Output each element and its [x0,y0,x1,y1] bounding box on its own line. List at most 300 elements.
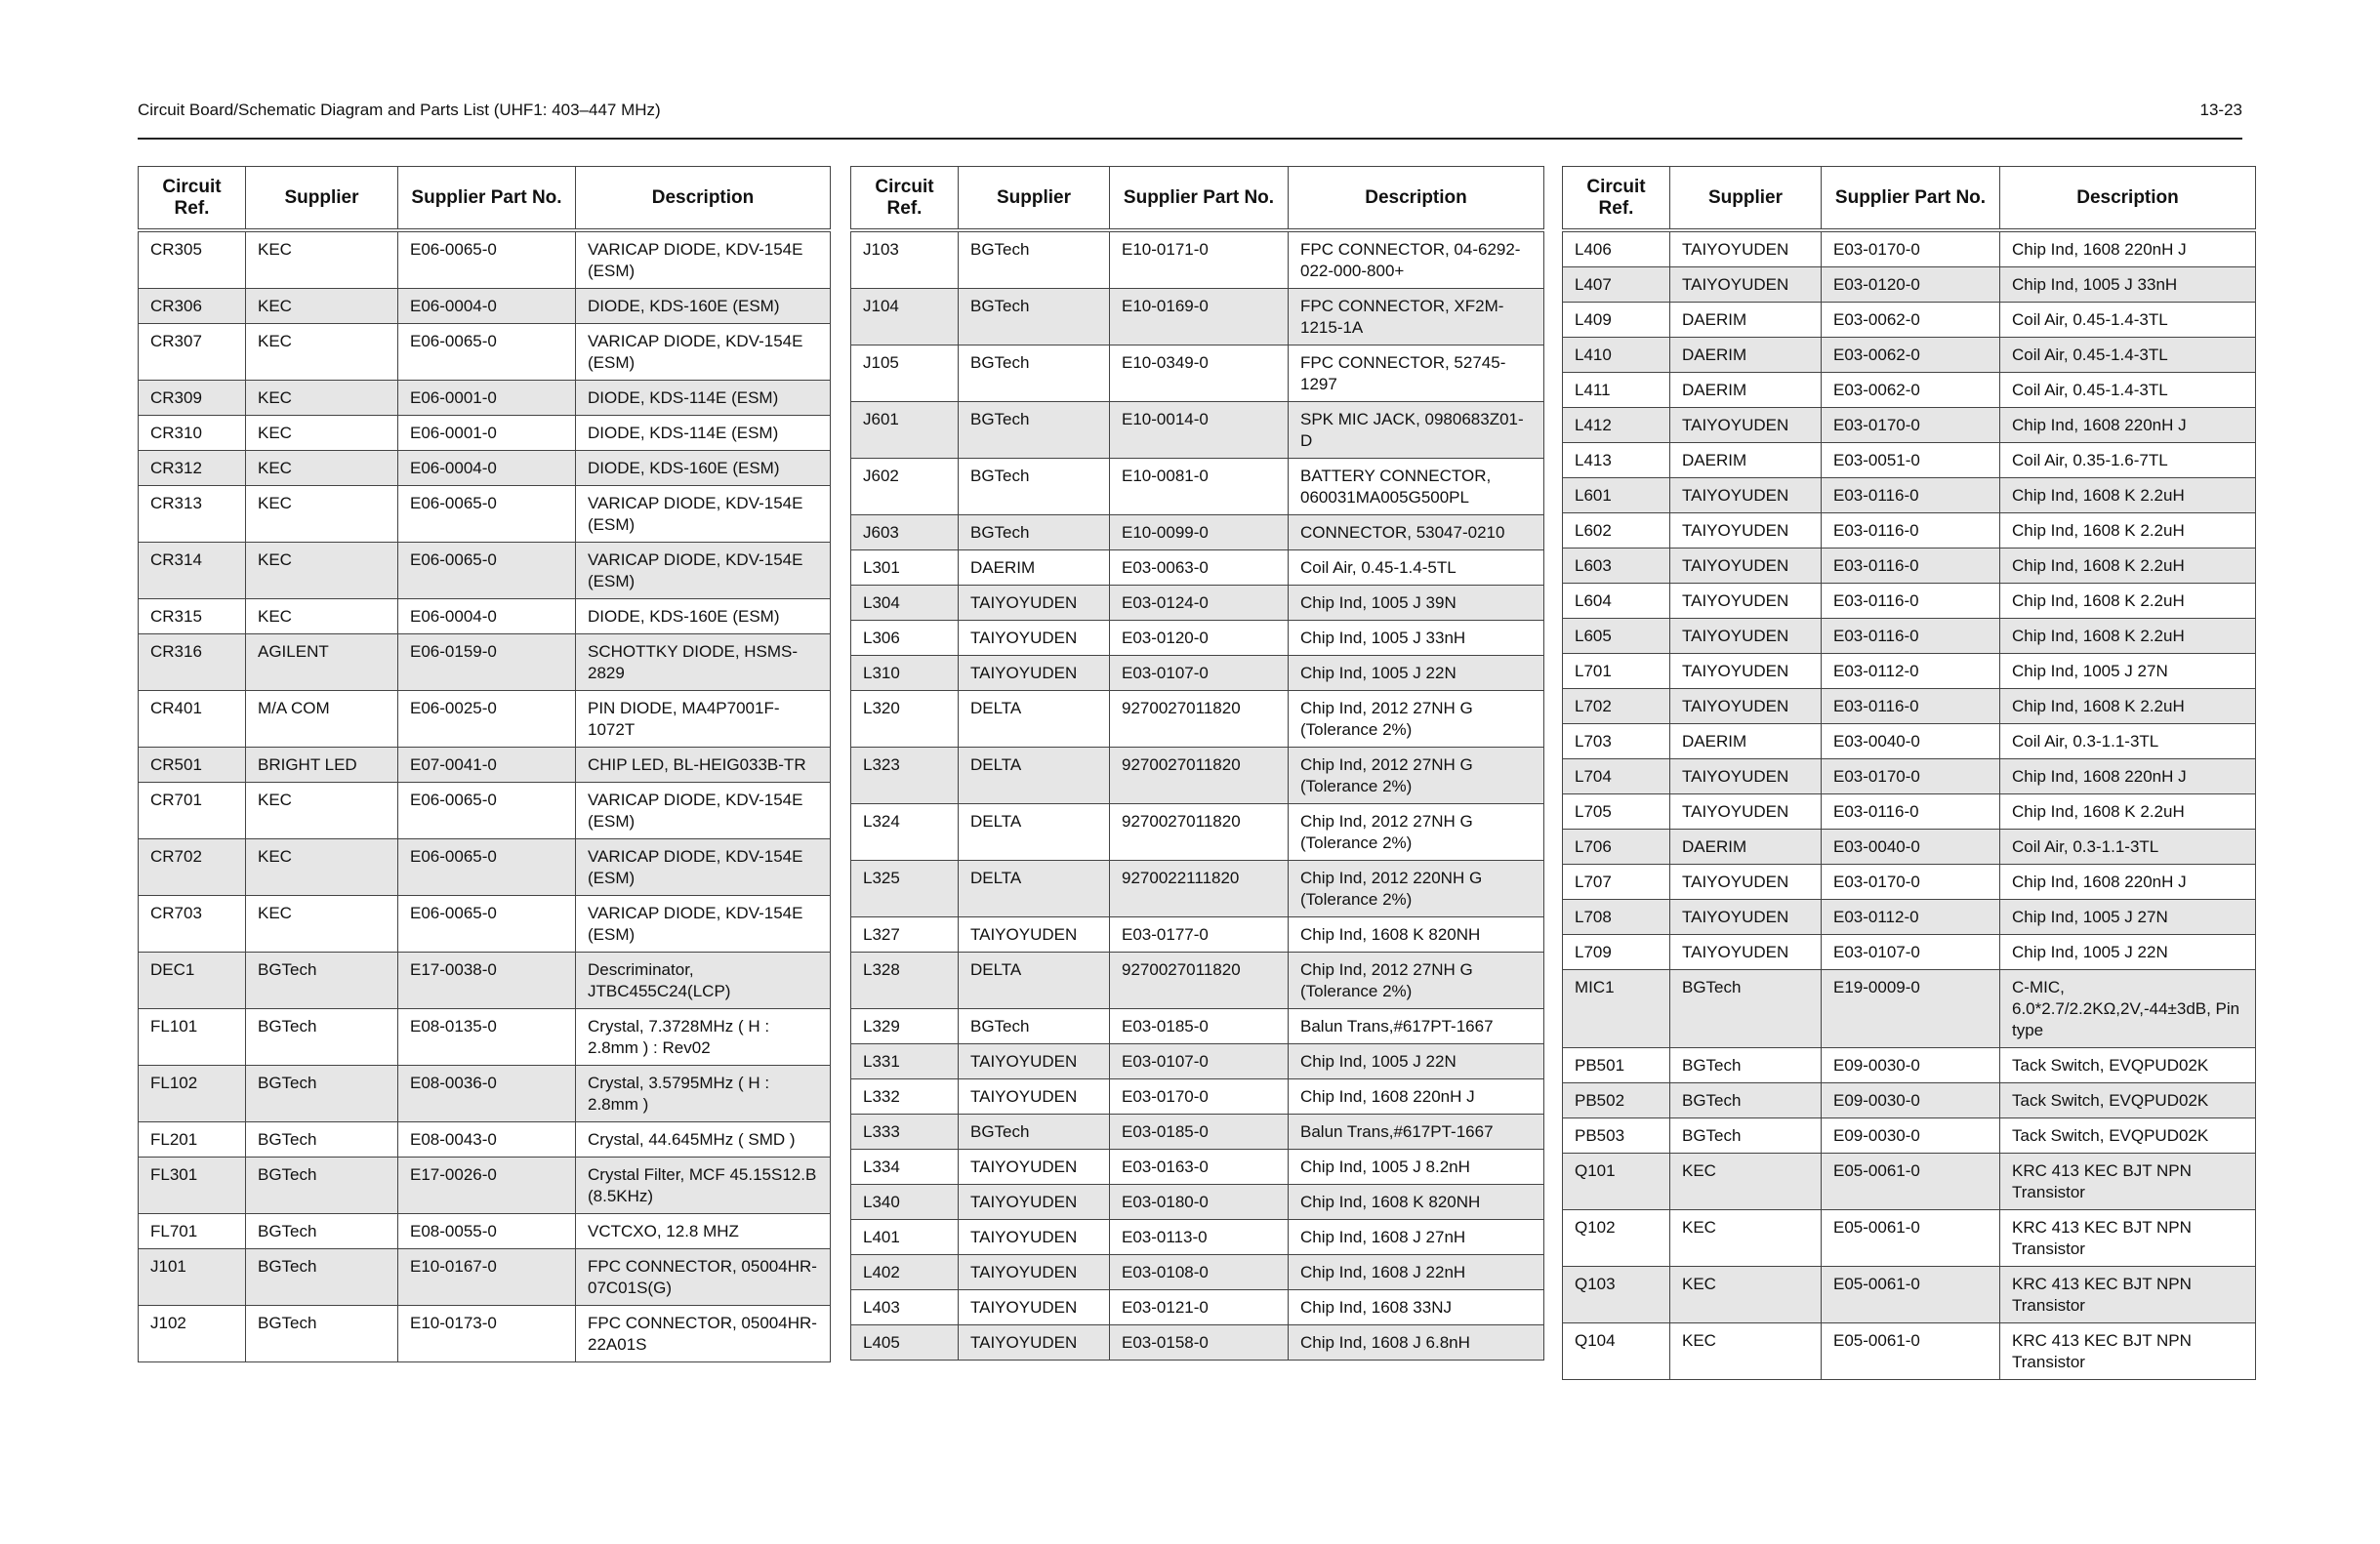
table-row [851,691,1544,748]
table-row [851,230,1544,289]
cell-circuit-ref: CR501 [139,748,246,783]
cell-supplier: BGTech [246,1066,398,1122]
table-row [139,634,831,691]
cell-circuit-ref: L407 [1563,267,1670,303]
cell-description: FPC CONNECTOR, 05004HR-07C01S(G) [576,1249,831,1306]
cell-description: DIODE, KDS-114E (ESM) [576,416,831,451]
table-row [851,1290,1544,1325]
cell-circuit-ref: L413 [1563,443,1670,478]
cell-circuit-ref: CR315 [139,599,246,634]
col-header-supplier-part-no: Supplier Part No. [1110,167,1289,231]
table-row [139,1214,831,1249]
cell-supplier-part-no: E10-0349-0 [1110,345,1289,402]
cell-supplier-part-no: E03-0116-0 [1822,513,2000,549]
cell-supplier-part-no: E03-0121-0 [1110,1290,1289,1325]
table-row [1563,1210,2256,1267]
cell-supplier-part-no: E03-0180-0 [1110,1185,1289,1220]
cell-supplier: TAIYOYUDEN [1670,584,1822,619]
cell-supplier-part-no: E06-0159-0 [398,634,576,691]
table-row [1563,689,2256,724]
table-row [851,1115,1544,1150]
cell-supplier-part-no: E03-0170-0 [1822,759,2000,794]
cell-circuit-ref: CR310 [139,416,246,451]
cell-supplier: KEC [246,599,398,634]
table-header-row [1563,167,2256,231]
header-divider [138,138,2242,140]
cell-supplier-part-no: E10-0171-0 [1110,230,1289,289]
cell-description: Chip Ind, 1005 J 22N [2000,935,2256,970]
cell-circuit-ref: L409 [1563,303,1670,338]
cell-description: VARICAP DIODE, KDV-154E (ESM) [576,230,831,289]
table-row [851,917,1544,953]
cell-description: Chip Ind, 1608 220nH J [2000,230,2256,267]
cell-supplier-part-no: 9270027011820 [1110,804,1289,861]
cell-description: PIN DIODE, MA4P7001F-1072T [576,691,831,748]
cell-description: Coil Air, 0.3-1.1-3TL [2000,724,2256,759]
table-row [851,1150,1544,1185]
cell-circuit-ref: CR312 [139,451,246,486]
cell-description: Crystal, 44.645MHz ( SMD ) [576,1122,831,1158]
cell-description: Chip Ind, 2012 220NH G (Tolerance 2%) [1289,861,1544,917]
table-row [851,804,1544,861]
cell-supplier-part-no: E06-0025-0 [398,691,576,748]
cell-supplier: DAERIM [959,550,1110,586]
table-row [1563,1048,2256,1083]
cell-supplier-part-no: E03-0062-0 [1822,338,2000,373]
cell-supplier-part-no: E03-0112-0 [1822,654,2000,689]
cell-supplier-part-no: E06-0065-0 [398,486,576,543]
cell-supplier: KEC [246,324,398,381]
table-row [851,402,1544,459]
cell-description: Crystal Filter, MCF 45.15S12.B (8.5KHz) [576,1158,831,1214]
cell-supplier: BGTech [246,1122,398,1158]
table-row [1563,759,2256,794]
cell-supplier: TAIYOYUDEN [1670,230,1822,267]
cell-supplier: KEC [246,381,398,416]
cell-supplier-part-no: E03-0177-0 [1110,917,1289,953]
cell-supplier-part-no: E03-0185-0 [1110,1009,1289,1044]
cell-description: VARICAP DIODE, KDV-154E (ESM) [576,896,831,953]
cell-supplier: TAIYOYUDEN [1670,654,1822,689]
cell-supplier: TAIYOYUDEN [959,586,1110,621]
cell-supplier-part-no: E09-0030-0 [1822,1118,2000,1154]
table-row [139,783,831,839]
cell-supplier-part-no: E03-0170-0 [1822,408,2000,443]
cell-supplier: KEC [246,896,398,953]
cell-supplier-part-no: E06-0065-0 [398,324,576,381]
cell-description: Chip Ind, 1608 220nH J [2000,865,2256,900]
cell-supplier: TAIYOYUDEN [959,656,1110,691]
cell-description: VARICAP DIODE, KDV-154E (ESM) [576,543,831,599]
cell-supplier-part-no: 9270027011820 [1110,748,1289,804]
cell-supplier-part-no: E03-0040-0 [1822,830,2000,865]
cell-supplier: TAIYOYUDEN [959,917,1110,953]
table-row [1563,584,2256,619]
cell-description: Coil Air, 0.45-1.4-5TL [1289,550,1544,586]
cell-circuit-ref: L706 [1563,830,1670,865]
cell-description: BATTERY CONNECTOR, 060031MA005G500PL [1289,459,1544,515]
cell-supplier: DAERIM [1670,303,1822,338]
cell-supplier: TAIYOYUDEN [1670,865,1822,900]
cell-description: Chip Ind, 1608 J 22nH [1289,1255,1544,1290]
cell-circuit-ref: L602 [1563,513,1670,549]
cell-description: Chip Ind, 2012 27NH G (Tolerance 2%) [1289,953,1544,1009]
cell-description: Coil Air, 0.45-1.4-3TL [2000,303,2256,338]
table-row [139,1066,831,1122]
cell-supplier-part-no: E06-0065-0 [398,543,576,599]
table-row [139,451,831,486]
page-number: 13-23 [2199,101,2242,119]
table-row [851,1185,1544,1220]
cell-supplier-part-no: E10-0081-0 [1110,459,1289,515]
cell-circuit-ref: L401 [851,1220,959,1255]
col-header-description: Description [2000,167,2256,231]
table-row [1563,1118,2256,1154]
cell-description: Chip Ind, 1005 J 8.2nH [1289,1150,1544,1185]
cell-supplier: TAIYOYUDEN [959,1185,1110,1220]
cell-supplier: TAIYOYUDEN [959,1150,1110,1185]
cell-description: Chip Ind, 1608 220nH J [1289,1079,1544,1115]
cell-circuit-ref: L325 [851,861,959,917]
cell-description: Chip Ind, 1608 K 2.2uH [2000,619,2256,654]
cell-circuit-ref: Q103 [1563,1267,1670,1323]
cell-supplier-part-no: E10-0173-0 [398,1306,576,1362]
cell-circuit-ref: L707 [1563,865,1670,900]
table-row [139,289,831,324]
cell-circuit-ref: J101 [139,1249,246,1306]
cell-supplier-part-no: E03-0163-0 [1110,1150,1289,1185]
table-row [139,953,831,1009]
cell-supplier-part-no: E05-0061-0 [1822,1154,2000,1210]
cell-supplier: BGTech [1670,1118,1822,1154]
cell-description: Chip Ind, 2012 27NH G (Tolerance 2%) [1289,691,1544,748]
cell-supplier: KEC [246,451,398,486]
cell-supplier: BGTech [246,1214,398,1249]
table-row [851,1325,1544,1361]
cell-circuit-ref: CR309 [139,381,246,416]
cell-circuit-ref: MIC1 [1563,970,1670,1048]
col-header-description: Description [1289,167,1544,231]
cell-circuit-ref: L703 [1563,724,1670,759]
cell-description: KRC 413 KEC BJT NPN Transistor [2000,1323,2256,1380]
cell-supplier: KEC [246,289,398,324]
table-row [139,1249,831,1306]
cell-supplier: BGTech [246,1158,398,1214]
cell-supplier: KEC [246,783,398,839]
col-header-supplier: Supplier [1670,167,1822,231]
cell-description: Chip Ind, 1608 J 27nH [1289,1220,1544,1255]
cell-supplier-part-no: E03-0040-0 [1822,724,2000,759]
cell-description: Tack Switch, EVQPUD02K [2000,1118,2256,1154]
cell-description: Chip Ind, 1608 K 820NH [1289,917,1544,953]
table-row [851,515,1544,550]
cell-supplier-part-no: E07-0041-0 [398,748,576,783]
table-row [139,1158,831,1214]
cell-supplier-part-no: E08-0043-0 [398,1122,576,1158]
cell-supplier-part-no: E03-0113-0 [1110,1220,1289,1255]
cell-circuit-ref: L604 [1563,584,1670,619]
cell-supplier-part-no: E09-0030-0 [1822,1048,2000,1083]
cell-circuit-ref: L605 [1563,619,1670,654]
cell-supplier-part-no: E08-0036-0 [398,1066,576,1122]
cell-circuit-ref: CR314 [139,543,246,599]
cell-supplier: KEC [246,839,398,896]
cell-circuit-ref: L701 [1563,654,1670,689]
cell-description: VARICAP DIODE, KDV-154E (ESM) [576,486,831,543]
cell-supplier: TAIYOYUDEN [1670,759,1822,794]
cell-supplier-part-no: E03-0185-0 [1110,1115,1289,1150]
cell-supplier: TAIYOYUDEN [1670,513,1822,549]
cell-circuit-ref: CR307 [139,324,246,381]
cell-circuit-ref: Q101 [1563,1154,1670,1210]
table-row [1563,830,2256,865]
table-row [1563,373,2256,408]
cell-supplier: TAIYOYUDEN [1670,900,1822,935]
cell-circuit-ref: L411 [1563,373,1670,408]
cell-circuit-ref: Q104 [1563,1323,1670,1380]
cell-description: Chip Ind, 1005 J 22N [1289,656,1544,691]
cell-supplier: TAIYOYUDEN [1670,408,1822,443]
cell-circuit-ref: L306 [851,621,959,656]
cell-description: KRC 413 KEC BJT NPN Transistor [2000,1154,2256,1210]
table-row [1563,794,2256,830]
cell-supplier: TAIYOYUDEN [959,1044,1110,1079]
table-row [1563,267,2256,303]
cell-description: Chip Ind, 1608 J 6.8nH [1289,1325,1544,1361]
parts-table-1 [138,166,831,1362]
cell-circuit-ref: L406 [1563,230,1670,267]
cell-description: KRC 413 KEC BJT NPN Transistor [2000,1210,2256,1267]
cell-circuit-ref: L405 [851,1325,959,1361]
cell-description: VARICAP DIODE, KDV-154E (ESM) [576,324,831,381]
cell-description: Tack Switch, EVQPUD02K [2000,1083,2256,1118]
cell-circuit-ref: L603 [1563,549,1670,584]
cell-circuit-ref: J105 [851,345,959,402]
cell-circuit-ref: L332 [851,1079,959,1115]
cell-description: FPC CONNECTOR, 04-6292-022-000-800+ [1289,230,1544,289]
table-row [1563,408,2256,443]
cell-description: Chip Ind, 1005 J 33nH [2000,267,2256,303]
table-row [139,416,831,451]
table-header-row [851,167,1544,231]
cell-description: FPC CONNECTOR, 52745-1297 [1289,345,1544,402]
cell-supplier-part-no: E03-0116-0 [1822,689,2000,724]
cell-description: Chip Ind, 1608 K 2.2uH [2000,794,2256,830]
cell-supplier-part-no: E06-0004-0 [398,451,576,486]
table-row [1563,478,2256,513]
cell-supplier-part-no: E03-0170-0 [1822,230,2000,267]
col-header-circuit-ref: Circuit Ref. [851,167,959,231]
table-row [139,1122,831,1158]
cell-supplier-part-no: E17-0026-0 [398,1158,576,1214]
table-row [139,543,831,599]
cell-supplier-part-no: E03-0062-0 [1822,303,2000,338]
cell-supplier-part-no: 9270027011820 [1110,953,1289,1009]
parts-table-3 [1562,166,2256,1380]
cell-circuit-ref: L402 [851,1255,959,1290]
table-header-row [139,167,831,231]
cell-circuit-ref: L702 [1563,689,1670,724]
cell-supplier: BGTech [246,1306,398,1362]
cell-supplier: BRIGHT LED [246,748,398,783]
cell-supplier: TAIYOYUDEN [1670,935,1822,970]
parts-table-2 [850,166,1544,1361]
cell-supplier: BGTech [959,345,1110,402]
col-header-supplier-part-no: Supplier Part No. [398,167,576,231]
cell-supplier: KEC [246,486,398,543]
cell-circuit-ref: PB503 [1563,1118,1670,1154]
cell-supplier: TAIYOYUDEN [1670,549,1822,584]
cell-description: Coil Air, 0.3-1.1-3TL [2000,830,2256,865]
cell-circuit-ref: CR305 [139,230,246,289]
cell-circuit-ref: CR701 [139,783,246,839]
cell-circuit-ref: CR401 [139,691,246,748]
table-row [851,1255,1544,1290]
table-row [851,289,1544,345]
table-row [1563,338,2256,373]
cell-circuit-ref: J602 [851,459,959,515]
cell-supplier: KEC [1670,1323,1822,1380]
cell-supplier-part-no: E05-0061-0 [1822,1323,2000,1380]
cell-circuit-ref: L705 [1563,794,1670,830]
cell-description: DIODE, KDS-114E (ESM) [576,381,831,416]
cell-supplier: DELTA [959,691,1110,748]
cell-description: Chip Ind, 1608 33NJ [1289,1290,1544,1325]
cell-description: C-MIC, 6.0*2.7/2.2KΩ,2V,-44±3dB, Pin type [2000,970,2256,1048]
cell-circuit-ref: PB502 [1563,1083,1670,1118]
cell-supplier-part-no: E03-0116-0 [1822,478,2000,513]
cell-description: Chip Ind, 2012 27NH G (Tolerance 2%) [1289,804,1544,861]
table-row [1563,1154,2256,1210]
cell-circuit-ref: FL102 [139,1066,246,1122]
cell-circuit-ref: J601 [851,402,959,459]
cell-supplier: TAIYOYUDEN [959,1255,1110,1290]
table-row [1563,230,2256,267]
cell-supplier: TAIYOYUDEN [959,621,1110,656]
cell-circuit-ref: L709 [1563,935,1670,970]
table-row [851,656,1544,691]
cell-circuit-ref: L333 [851,1115,959,1150]
col-header-supplier: Supplier [959,167,1110,231]
cell-supplier: TAIYOYUDEN [1670,267,1822,303]
cell-circuit-ref: CR316 [139,634,246,691]
cell-supplier: TAIYOYUDEN [959,1079,1110,1115]
cell-supplier: BGTech [246,953,398,1009]
cell-circuit-ref: FL201 [139,1122,246,1158]
cell-supplier: TAIYOYUDEN [959,1220,1110,1255]
cell-supplier-part-no: E06-0001-0 [398,381,576,416]
table-row [139,599,831,634]
cell-circuit-ref: L340 [851,1185,959,1220]
cell-supplier: KEC [246,416,398,451]
cell-description: Chip Ind, 1608 K 2.2uH [2000,513,2256,549]
cell-supplier-part-no: E03-0063-0 [1110,550,1289,586]
cell-supplier: DELTA [959,748,1110,804]
cell-supplier: DELTA [959,953,1110,1009]
cell-description: Chip Ind, 1608 K 2.2uH [2000,584,2256,619]
col-header-description: Description [576,167,831,231]
cell-description: Chip Ind, 1005 J 27N [2000,654,2256,689]
cell-circuit-ref: L704 [1563,759,1670,794]
cell-description: SCHOTTKY DIODE, HSMS-2829 [576,634,831,691]
table-row [851,1044,1544,1079]
table-row [851,459,1544,515]
cell-supplier: BGTech [959,402,1110,459]
cell-supplier-part-no: E06-0065-0 [398,896,576,953]
cell-circuit-ref: CR702 [139,839,246,896]
table-row [1563,900,2256,935]
cell-circuit-ref: L304 [851,586,959,621]
cell-description: Crystal, 3.5795MHz ( H : 2.8mm ) [576,1066,831,1122]
table-row [1563,619,2256,654]
cell-description: Chip Ind, 1005 J 33nH [1289,621,1544,656]
cell-supplier-part-no: E03-0120-0 [1822,267,2000,303]
cell-supplier: BGTech [959,1009,1110,1044]
cell-circuit-ref: PB501 [1563,1048,1670,1083]
cell-circuit-ref: L329 [851,1009,959,1044]
cell-description: VARICAP DIODE, KDV-154E (ESM) [576,783,831,839]
cell-supplier: TAIYOYUDEN [1670,478,1822,513]
cell-supplier: BGTech [246,1009,398,1066]
cell-description: DIODE, KDS-160E (ESM) [576,451,831,486]
table-row [139,896,831,953]
table-row [139,691,831,748]
table-row [139,839,831,896]
cell-description: DIODE, KDS-160E (ESM) [576,599,831,634]
cell-description: DIODE, KDS-160E (ESM) [576,289,831,324]
cell-circuit-ref: L328 [851,953,959,1009]
cell-supplier-part-no: E03-0112-0 [1822,900,2000,935]
cell-supplier-part-no: E03-0116-0 [1822,584,2000,619]
cell-supplier-part-no: E03-0116-0 [1822,794,2000,830]
cell-description: Chip Ind, 1608 K 2.2uH [2000,689,2256,724]
cell-supplier: BGTech [959,289,1110,345]
col-header-circuit-ref: Circuit Ref. [1563,167,1670,231]
table-row [1563,303,2256,338]
cell-circuit-ref: L324 [851,804,959,861]
cell-description: VCTCXO, 12.8 MHZ [576,1214,831,1249]
cell-supplier-part-no: E10-0099-0 [1110,515,1289,550]
cell-supplier-part-no: E03-0107-0 [1110,1044,1289,1079]
cell-supplier: KEC [1670,1267,1822,1323]
col-header-supplier: Supplier [246,167,398,231]
cell-description: Coil Air, 0.45-1.4-3TL [2000,338,2256,373]
cell-supplier: M/A COM [246,691,398,748]
cell-circuit-ref: L301 [851,550,959,586]
cell-supplier-part-no: E03-0051-0 [1822,443,2000,478]
cell-description: SPK MIC JACK, 0980683Z01-D [1289,402,1544,459]
cell-supplier-part-no: E05-0061-0 [1822,1210,2000,1267]
table-row [851,748,1544,804]
cell-supplier: BGTech [959,1115,1110,1150]
cell-supplier-part-no: E06-0004-0 [398,599,576,634]
cell-supplier-part-no: E03-0116-0 [1822,549,2000,584]
cell-supplier-part-no: E09-0030-0 [1822,1083,2000,1118]
table-row [139,230,831,289]
cell-supplier: TAIYOYUDEN [1670,794,1822,830]
cell-description: CHIP LED, BL-HEIG033B-TR [576,748,831,783]
cell-supplier: BGTech [1670,1048,1822,1083]
cell-supplier: BGTech [1670,970,1822,1048]
cell-supplier: DAERIM [1670,373,1822,408]
cell-supplier-part-no: E10-0167-0 [398,1249,576,1306]
cell-supplier: DELTA [959,861,1110,917]
table-row [1563,1267,2256,1323]
col-header-supplier-part-no: Supplier Part No. [1822,167,2000,231]
cell-description: Chip Ind, 2012 27NH G (Tolerance 2%) [1289,748,1544,804]
cell-supplier: KEC [246,543,398,599]
cell-description: Coil Air, 0.35-1.6-7TL [2000,443,2256,478]
